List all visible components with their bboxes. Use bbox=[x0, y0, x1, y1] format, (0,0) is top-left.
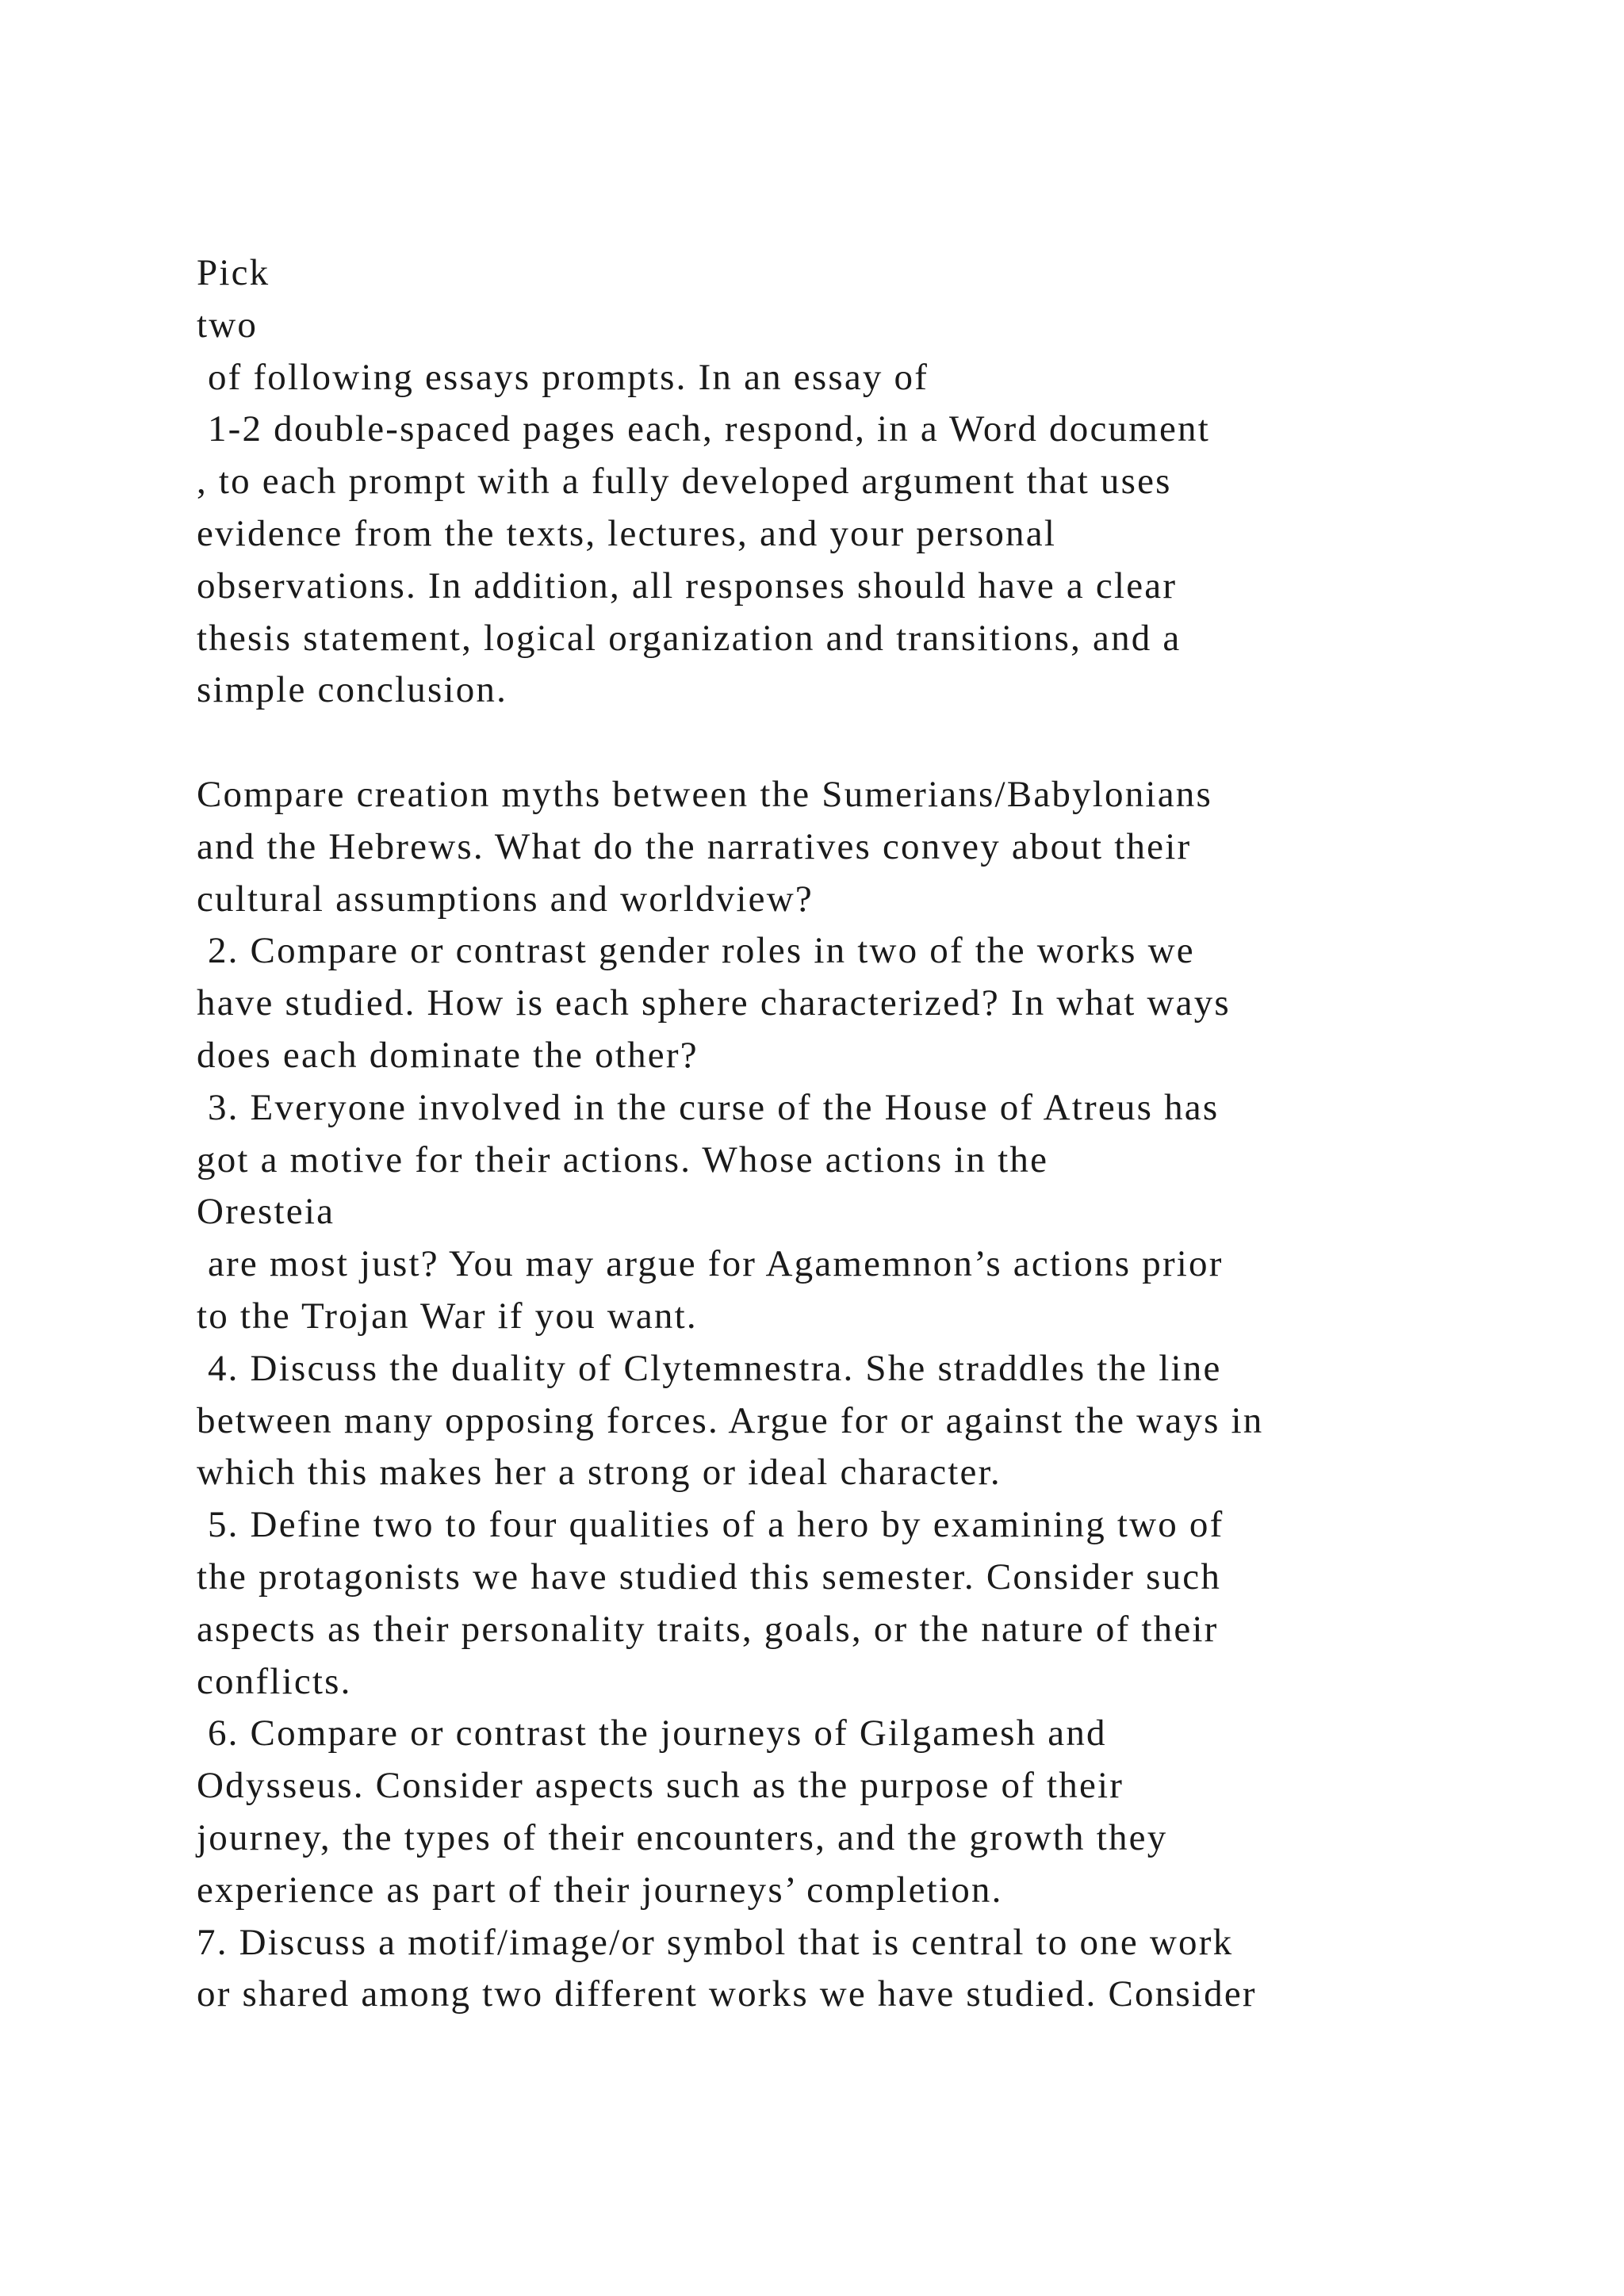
text-line: , to each prompt with a fully developed argument that uses bbox=[197, 461, 1172, 503]
text-line: the protagonists we have studied this semester. Consider such bbox=[197, 1556, 1222, 1598]
text-line: Pick bbox=[197, 252, 270, 293]
text-line: between many opposing forces. Argue for or against the ways in bbox=[197, 1399, 1264, 1441]
text-line: two bbox=[197, 304, 259, 346]
text-line: or shared among two different works we have studied. Consider bbox=[197, 1973, 1257, 2015]
text-line: 5. Define two to four qualities of a hero by examining two of bbox=[197, 1504, 1224, 1546]
text-line: have studied. How is each sphere characterized? In what ways bbox=[197, 982, 1231, 1024]
text-line: journey, the types of their encounters, and the growth they bbox=[197, 1816, 1168, 1858]
text-line: of following essays prompts. In an essay of bbox=[197, 356, 929, 398]
text-line: got a motive for their actions. Whose actions in the bbox=[197, 1138, 1049, 1181]
text-line: simple conclusion. bbox=[197, 669, 508, 711]
text-line: which this makes her a strong or ideal character. bbox=[197, 1452, 1002, 1494]
text-line: Oresteia bbox=[197, 1191, 335, 1233]
text-line: does each dominate the other? bbox=[197, 1034, 699, 1076]
text-line: and the Hebrews. What do the narratives convey about their bbox=[197, 825, 1192, 867]
document-body bbox=[197, 247, 1481, 2021]
text-line: Compare creation myths between the Sumerians/Babylonians bbox=[197, 773, 1212, 815]
text-line: evidence from the texts, lectures, and your personal bbox=[197, 512, 1057, 554]
text-line: experience as part of their journeys’ completion. bbox=[197, 1869, 1003, 1911]
text-line: 7. Discuss a motif/image/or symbol that is central to one work bbox=[197, 1921, 1234, 1963]
text-line: conflicts. bbox=[197, 1660, 352, 1702]
text-line: to the Trojan War if you want. bbox=[197, 1295, 698, 1337]
text-line: observations. In addition, all responses should have a clear bbox=[197, 564, 1178, 607]
text-line: thesis statement, logical organization and transitions, and a bbox=[197, 617, 1182, 659]
text-line: 4. Discuss the duality of Clytemnestra. She straddles the line bbox=[197, 1347, 1222, 1389]
text-line: 2. Compare or contrast gender roles in two of the works we bbox=[197, 930, 1195, 972]
text-line: 3. Everyone involved in the curse of the House of Atreus has bbox=[197, 1086, 1220, 1128]
text-line: 6. Compare or contrast the journeys of Gilgamesh and bbox=[197, 1712, 1107, 1755]
text-line: aspects as their personality traits, goals, or the nature of their bbox=[197, 1608, 1219, 1650]
text-line: are most just? You may argue for Agamemnon’s actions prior bbox=[197, 1243, 1224, 1285]
text-line: cultural assumptions and worldview? bbox=[197, 878, 814, 920]
text-line: 1-2 double-spaced pages each, respond, in a Word document bbox=[197, 408, 1210, 450]
text-line: Odysseus. Consider aspects such as the purpose of their bbox=[197, 1765, 1124, 1807]
blank-line bbox=[197, 717, 1481, 769]
